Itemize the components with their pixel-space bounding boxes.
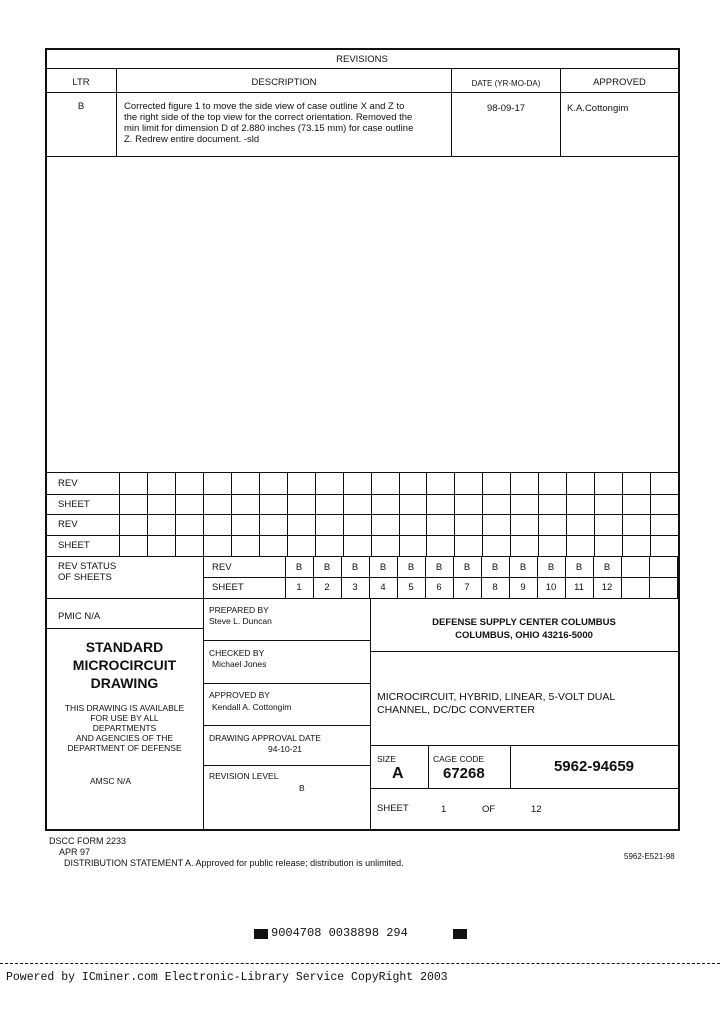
- standard-title: STANDARD: [85, 639, 164, 655]
- grid-line: [231, 472, 232, 556]
- document-number: 5962-94659: [553, 758, 635, 775]
- description-line: Z. Redrew entire document. -sld: [124, 134, 260, 145]
- divider: [46, 514, 678, 515]
- size-value: A: [392, 765, 404, 782]
- status-rev-cell: B: [323, 562, 331, 573]
- divider: [46, 472, 678, 473]
- divider: [119, 472, 120, 556]
- divider: [370, 651, 678, 652]
- divider: [46, 156, 678, 157]
- of-label: OF: [482, 804, 496, 815]
- grid-line: [315, 472, 316, 556]
- divider: [203, 577, 678, 578]
- description-line: Corrected figure 1 to move the side view of case outline X and Z to: [124, 101, 405, 112]
- grid-line: [343, 472, 344, 556]
- divider: [116, 68, 117, 156]
- grid-line: [426, 472, 427, 556]
- barcode-text: 9004708 0038898 294: [271, 926, 408, 940]
- status-rev-label: REV: [212, 562, 232, 573]
- revisions-title: REVISIONS: [336, 54, 388, 65]
- form-number: DSCC FORM 2233: [49, 836, 127, 846]
- divider: [46, 535, 678, 536]
- powered-by: Powered by ICminer.com Electronic-Library Service CopyRight 2003: [6, 971, 448, 984]
- divider: [560, 68, 561, 156]
- approved-name: Kendall A. Cottongim: [212, 702, 292, 712]
- availability-text: THIS DRAWING IS AVAILABLE: [64, 703, 185, 713]
- status-rev-cell: B: [463, 562, 471, 573]
- status-sheet-cell: 6: [436, 582, 442, 593]
- standard-title: MICROCIRCUIT: [72, 657, 177, 673]
- divider: [46, 494, 678, 495]
- grid-line: [677, 556, 678, 598]
- prepared-label: PREPARED BY: [209, 605, 269, 615]
- sheet-row-label: SHEET: [58, 540, 90, 551]
- divider: [203, 765, 370, 766]
- grid-line: [399, 472, 400, 556]
- grid-line: [147, 472, 148, 556]
- grid-line: [538, 472, 539, 556]
- divider: [46, 92, 678, 93]
- sheet-total: 12: [531, 804, 542, 815]
- prepared-name: Steve L. Duncan: [209, 616, 272, 626]
- status-sheet-cell: 2: [324, 582, 330, 593]
- revision-level-label: REVISION LEVEL: [209, 771, 279, 781]
- availability-text: AND AGENCIES OF THE: [75, 733, 174, 743]
- status-sheet-cell: 11: [574, 582, 584, 593]
- amsc: AMSC N/A: [90, 776, 132, 786]
- divider: [370, 745, 678, 746]
- status-sheet-cell: 4: [380, 582, 386, 593]
- approval-date: 94-10-21: [268, 744, 303, 754]
- divider: [203, 598, 204, 830]
- status-rev-cell: B: [575, 562, 583, 573]
- form-date: APR 97: [59, 847, 91, 857]
- ltr-header: LTR: [72, 77, 90, 88]
- status-sheet-label: SHEET: [212, 582, 244, 593]
- size-label: SIZE: [377, 754, 396, 764]
- status-sheet-cell: 8: [492, 582, 498, 593]
- approval-date-label: DRAWING APPROVAL DATE: [209, 733, 321, 743]
- cage-label: CAGE CODE: [433, 754, 485, 764]
- availability-text: FOR USE BY ALL: [90, 713, 159, 723]
- availability-text: DEPARTMENTS: [92, 723, 157, 733]
- sheet-row-label: SHEET: [58, 499, 90, 510]
- barcode-block: [254, 929, 268, 939]
- document-code: 5962-E521-98: [624, 852, 675, 861]
- revision-description: [124, 101, 448, 145]
- grid-line: [287, 472, 288, 556]
- status-sheet-cell: 3: [352, 582, 358, 593]
- revision-date: 98-09-17: [486, 103, 526, 114]
- status-sheet-cell: 10: [545, 582, 557, 593]
- grid-line: [259, 472, 260, 556]
- barcode-block: [453, 929, 467, 939]
- grid-line: [566, 472, 567, 556]
- divider: [428, 745, 429, 788]
- status-rev-cell: B: [547, 562, 555, 573]
- revision-approver: K.A.Cottongim: [567, 103, 629, 114]
- rev-status-label: REV STATUS: [58, 561, 117, 572]
- status-sheet-cell: 1: [296, 582, 302, 593]
- revision-letter: B: [77, 101, 85, 112]
- description-line: the right side of the top view for the correct orientation. Removed the: [124, 112, 413, 123]
- status-rev-cell: B: [379, 562, 387, 573]
- agency-name: DEFENSE SUPPLY CENTER COLUMBUS: [432, 617, 616, 628]
- checked-label: CHECKED BY: [209, 648, 265, 658]
- standard-title: DRAWING: [90, 675, 159, 691]
- status-sheet-cell: 7: [464, 582, 470, 593]
- grid-line: [621, 556, 622, 598]
- availability-text: DEPARTMENT OF DEFENSE: [67, 743, 182, 753]
- description-line: min limit for dimension D of 2.880 inches (73.15 mm) for case outline: [124, 123, 414, 134]
- status-rev-cell: B: [603, 562, 611, 573]
- rev-row-label: REV: [58, 478, 78, 489]
- revision-level: B: [299, 783, 305, 793]
- divider: [203, 640, 370, 641]
- grid-line: [594, 472, 595, 556]
- status-rev-cell: B: [295, 562, 303, 573]
- grid-line: [454, 472, 455, 556]
- drawing-title: MICROCIRCUIT, HYBRID, LINEAR, 5-VOLT DUAL: [377, 691, 616, 703]
- drawing-title: CHANNEL, DC/DC CONVERTER: [377, 704, 535, 716]
- distribution-statement: DISTRIBUTION STATEMENT A. Approved for public release; distribution is unlimited.: [64, 858, 404, 868]
- approved-header: APPROVED: [593, 77, 646, 88]
- divider: [203, 683, 370, 684]
- grid-line: [650, 472, 651, 556]
- divider: [46, 628, 203, 629]
- divider: [370, 788, 678, 789]
- grid-line: [175, 472, 176, 556]
- grid-line: [510, 472, 511, 556]
- status-sheet-cell: 12: [601, 582, 613, 593]
- approved-label: APPROVED BY: [209, 690, 270, 700]
- divider: [203, 725, 370, 726]
- sheet-label: SHEET: [377, 803, 409, 814]
- rev-status-label: OF SHEETS: [58, 572, 112, 583]
- status-rev-cell: B: [407, 562, 415, 573]
- status-sheet-cell: 5: [408, 582, 414, 593]
- grid-line: [649, 556, 650, 598]
- rev-row-label: REV: [58, 519, 78, 530]
- status-rev-cell: B: [435, 562, 443, 573]
- grid-line: [371, 472, 372, 556]
- status-sheet-cell: 9: [520, 582, 526, 593]
- divider: [46, 598, 678, 599]
- pmic: PMIC N/A: [58, 611, 101, 622]
- checked-name: Michael Jones: [212, 659, 267, 669]
- footer-rule: [0, 963, 720, 964]
- status-rev-cell: B: [491, 562, 499, 573]
- cage-value: 67268: [443, 765, 485, 782]
- grid-line: [482, 472, 483, 556]
- description-header: DESCRIPTION: [251, 77, 317, 88]
- divider: [46, 68, 678, 69]
- grid-line: [622, 472, 623, 556]
- divider: [46, 556, 678, 557]
- status-rev-cell: B: [351, 562, 359, 573]
- sheet-number: 1: [441, 804, 447, 815]
- status-rev-cell: B: [519, 562, 527, 573]
- grid-line: [203, 472, 204, 556]
- agency-address: COLUMBUS, OHIO 43216-5000: [455, 630, 593, 641]
- date-header: DATE (YR-MO-DA): [471, 79, 541, 88]
